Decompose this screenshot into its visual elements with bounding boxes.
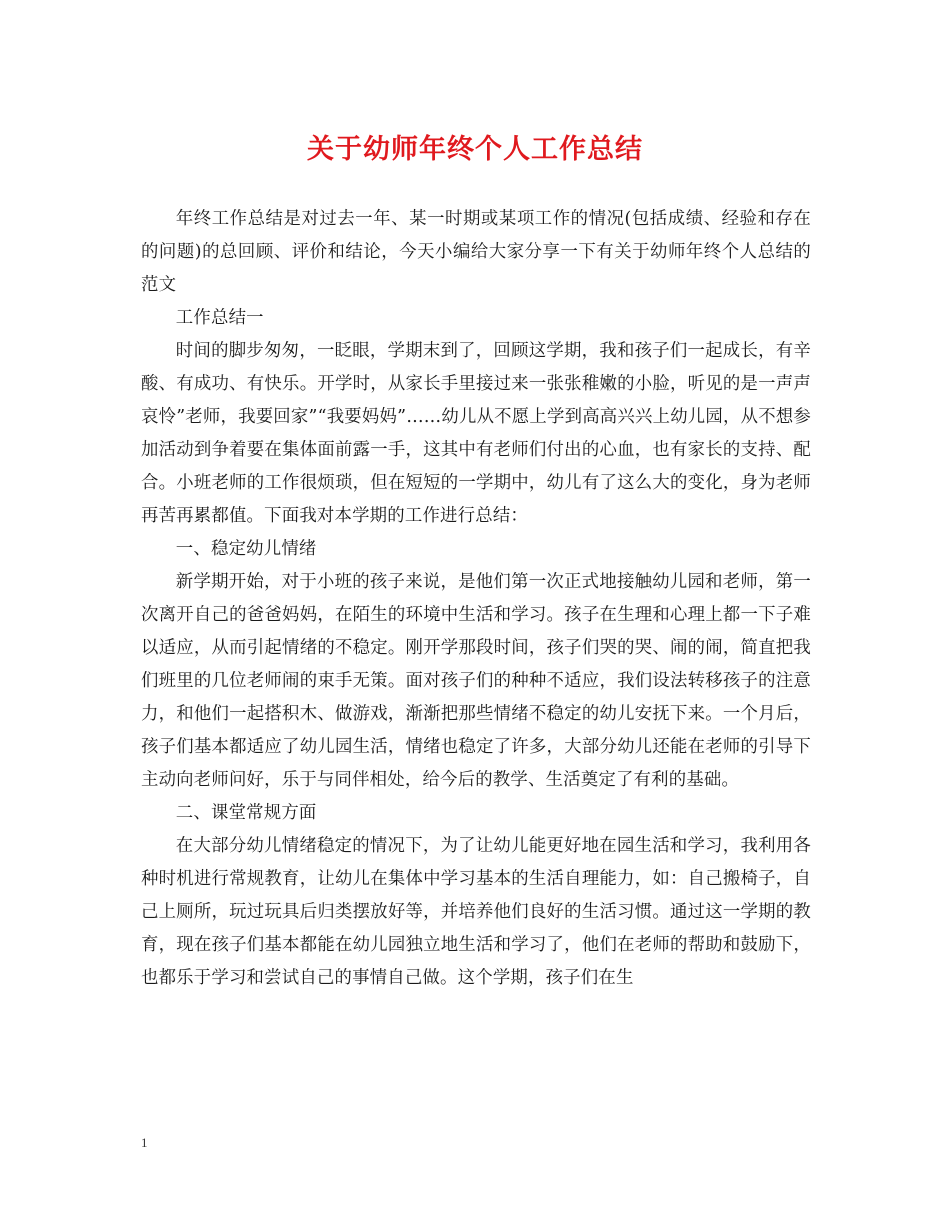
paragraph-stabilize-emotions: 新学期开始，对于小班的孩子来说，是他们第一次正式地接触幼儿园和老师，第一次离开自己的爸爸妈妈，在陌生的环境中生活和学习。孩子在生理和心理上都一下子难以适应，从而引起情绪的不稳定。刚开学那段时间，孩子们哭的哭、闹的闹，简直把我们班里的几位老师闹的束手无策。面对孩子们的种种不适应，我们设法转移孩子的注意力，和他们一起搭积木、做游戏，渐渐把那些情绪不稳定的幼儿安抚下来。一个月后，孩子们基本都适应了幼儿园生活，情绪也稳定了许多，大部分幼儿还能在老师的引导下主动向老师问好，乐于与同伴相处，给今后的教学、生活奠定了有利的基础。 xyxy=(141,572,811,790)
section-heading-summary-one: 工作总结一 xyxy=(175,308,264,328)
paragraph-summary-one: 时间的脚步匆匆，一眨眼，学期末到了，回顾这学期，我和孩子们一起成长，有辛酸、有成功、有快乐。开学时，从家长手里接过来一张张稚嫩的小脸，听见的是一声声哀怜”老师，我要回家”“我要妈妈”……幼儿从不愿上学到高高兴兴上幼儿园，从不想参加活动到争着要在集体面前露一手，这其中有老师们付出的心血，也有家长的支持、配合。小班老师的工作很烦琐，但在短短的一学期中，幼儿有了这么大的变化，身为老师再苦再累都值。下面我对本学期的工作进行总结： xyxy=(141,341,811,526)
section-heading-stabilize-emotions: 一、稳定幼儿情绪 xyxy=(175,539,317,559)
paragraph-intro: 年终工作总结是对过去一年、某一时期或某项工作的情况(包括成绩、经验和存在的问题)的总回顾、评价和结论，今天小编给大家分享一下有关于幼师年终个人总结的范文 xyxy=(141,209,811,295)
section-heading-classroom-routine: 二、课堂常规方面 xyxy=(175,803,317,823)
page-number: 1 xyxy=(141,1135,148,1150)
document-body xyxy=(141,203,811,995)
paragraph-classroom-routine: 在大部分幼儿情绪稳定的情况下，为了让幼儿能更好地在园生活和学习，我利用各种时机进行常规教育，让幼儿在集体中学习基本的生活自理能力，如：自己搬椅子，自己上厕所，玩过玩具后归类摆放好等，并培养他们良好的生活习惯。通过这一学期的教育，现在孩子们基本都能在幼儿园独立地生活和学习了，他们在老师的帮助和鼓励下，也都乐于学习和尝试自己的事情自己做。这个学期，孩子们在生 xyxy=(141,836,811,988)
document-title: 关于幼师年终个人工作总结 xyxy=(307,134,643,165)
